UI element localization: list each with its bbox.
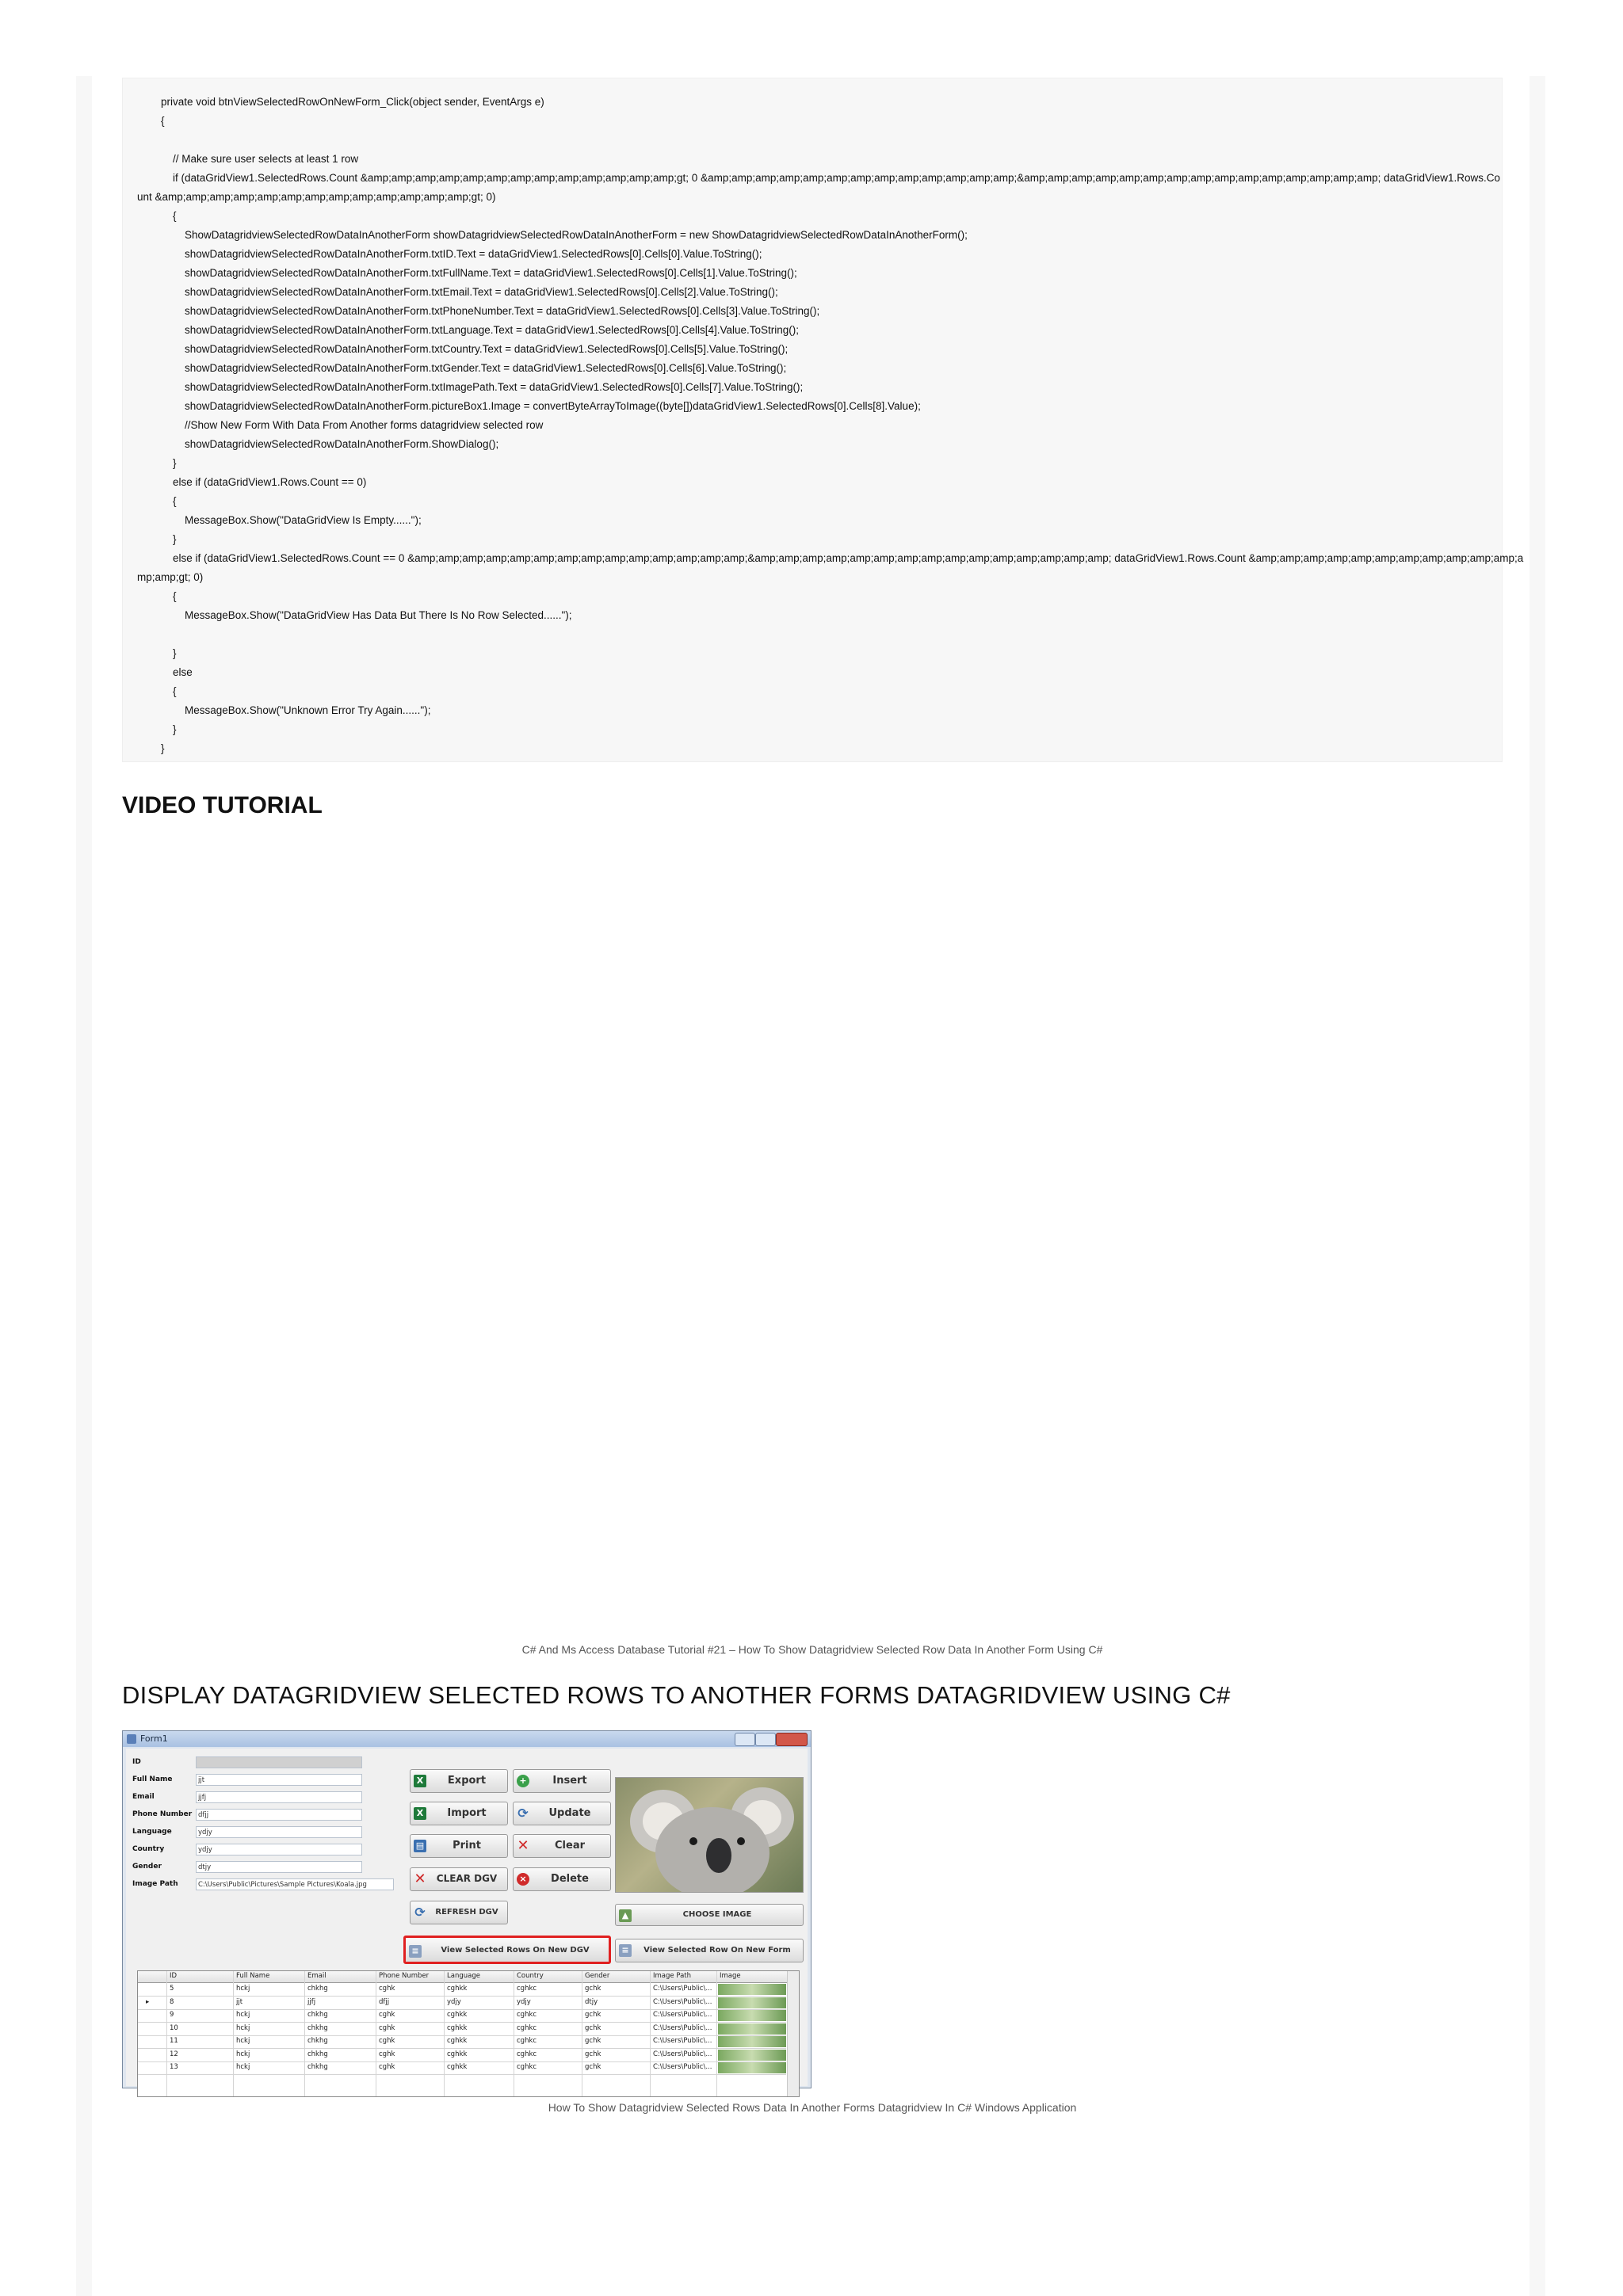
grid-column-header[interactable]: ID: [170, 1972, 178, 1980]
code-line: {: [137, 495, 177, 507]
red-x-icon: ✕: [517, 1837, 529, 1854]
grid-cell[interactable]: C:\Users\Public\...: [653, 2063, 712, 2071]
grid-cell[interactable]: cghk: [379, 2050, 395, 2058]
grid-cell[interactable]: chkhg: [307, 1985, 328, 1993]
video-caption: C# And Ms Access Database Tutorial #21 – How To Show Datagridview Selected Row Data In Another Form Using C#: [521, 1643, 1103, 1656]
code-line: }: [137, 647, 177, 659]
grid-image-thumbnail: [718, 2010, 786, 2021]
insert-button-label: Insert: [552, 1775, 587, 1787]
code-line: MessageBox.Show("Unknown Error Try Again......");: [137, 704, 431, 716]
grid-cell[interactable]: cghkk: [447, 2050, 468, 2058]
list-icon: ≡: [619, 1944, 632, 1957]
minimize-button[interactable]: [735, 1733, 755, 1746]
export-button-label: Export: [447, 1775, 487, 1787]
grid-cell[interactable]: gchk: [585, 2023, 601, 2032]
image-icon: ▲: [619, 1909, 632, 1922]
code-line: }: [137, 742, 165, 754]
code-line: // Make sure user selects at least 1 row: [137, 153, 359, 165]
printer-icon: ▤: [414, 1840, 426, 1852]
refresh-dgv-button-label: REFRESH DGV: [435, 1908, 498, 1917]
code-line: {: [137, 210, 177, 222]
video-tutorial-heading: VIDEO TUTORIAL: [122, 792, 323, 818]
grid-cell[interactable]: cghkc: [517, 2063, 537, 2071]
grid-cell[interactable]: 12: [170, 2050, 178, 2058]
grid-cell[interactable]: cghk: [379, 1985, 395, 1993]
field-input[interactable]: [196, 1756, 362, 1768]
grid-cell[interactable]: ydjy: [447, 1997, 461, 2006]
grid-cell[interactable]: cghkc: [517, 2011, 537, 2019]
grid-cell[interactable]: 11: [170, 2037, 178, 2045]
grid-cell[interactable]: hckj: [236, 2011, 250, 2019]
grid-cell[interactable]: C:\Users\Public\...: [653, 2050, 712, 2058]
delete-button[interactable]: [513, 1867, 611, 1891]
grid-cell[interactable]: 5: [170, 1985, 174, 1993]
choose-image-button-label: CHOOSE IMAGE: [682, 1910, 752, 1919]
form-screenshot: [122, 1730, 812, 2088]
grid-header: [138, 1971, 799, 1983]
form-titlebar: [123, 1731, 811, 1747]
grid-cell[interactable]: gchk: [585, 2037, 601, 2045]
code-line: else: [137, 666, 193, 678]
code-line: unt &amp;amp;amp;amp;amp;amp;amp;amp;amp;amp;amp;amp;amp;gt; 0): [137, 191, 496, 203]
grid-cell[interactable]: dtjy: [585, 1997, 598, 2006]
grid-row[interactable]: [138, 2049, 786, 2062]
app-icon: [127, 1734, 136, 1744]
video-embed-area[interactable]: [122, 832, 1503, 1624]
grid-row[interactable]: [138, 1983, 786, 1997]
grid-image-thumbnail: [718, 1997, 786, 2008]
grid-cell[interactable]: cghkk: [447, 2011, 468, 2019]
grid-cell[interactable]: chkhg: [307, 2037, 328, 2045]
grid-cell[interactable]: gchk: [585, 2050, 601, 2058]
clear-button-label: Clear: [555, 1840, 585, 1852]
code-line: showDatagridviewSelectedRowDataInAnotherForm.txtCountry.Text = dataGridView1.SelectedRows[0].Cells[5].Value.ToString();: [137, 343, 789, 355]
print-button-label: Print: [453, 1840, 481, 1852]
grid-column-header[interactable]: Full Name: [236, 1972, 270, 1980]
code-block: [122, 78, 1524, 762]
code-line: showDatagridviewSelectedRowDataInAnotherForm.txtGender.Text = dataGridView1.SelectedRows[0].Cells[6].Value.ToString();: [137, 362, 787, 374]
code-line: showDatagridviewSelectedRowDataInAnotherForm.txtPhoneNumber.Text = dataGridView1.SelectedRows[0].Cells[3].Value.ToString();: [137, 305, 820, 317]
grid-cell[interactable]: 9: [170, 2011, 174, 2019]
grid-column-header[interactable]: Country: [517, 1972, 544, 1980]
field-input[interactable]: C:\Users\Public\Pictures\Sample Pictures\Koala.jpg: [196, 1878, 394, 1890]
form-panel: [126, 1749, 808, 2086]
grid-cell[interactable]: 10: [170, 2023, 178, 2032]
grid-cell[interactable]: chkhg: [307, 2011, 328, 2019]
grid-cell[interactable]: gchk: [585, 2063, 601, 2071]
code-line: showDatagridviewSelectedRowDataInAnotherForm.txtLanguage.Text = dataGridView1.SelectedRows[0].Cells[4].Value.ToString();: [137, 324, 800, 336]
grid-cell[interactable]: C:\Users\Public\...: [653, 2011, 712, 2019]
grid-image-thumbnail: [718, 2050, 786, 2061]
page-right-gutter: [1529, 76, 1545, 2296]
grid-scrollbar[interactable]: [787, 1971, 799, 2096]
field-label: ID: [132, 1758, 141, 1766]
grid-cell[interactable]: cghkk: [447, 2037, 468, 2045]
grid-cell[interactable]: C:\Users\Public\...: [653, 2037, 712, 2045]
view-selected-row-form-button[interactable]: [615, 1939, 804, 1962]
plus-icon: +: [517, 1775, 529, 1787]
grid-cell[interactable]: hckj: [236, 2037, 250, 2045]
code-line: else if (dataGridView1.Rows.Count == 0): [137, 476, 367, 488]
maximize-button[interactable]: [755, 1733, 776, 1746]
grid-cell[interactable]: 8: [170, 1997, 174, 2006]
grid-cell[interactable]: gchk: [585, 1985, 601, 1993]
code-line: showDatagridviewSelectedRowDataInAnotherForm.txtID.Text = dataGridView1.SelectedRows[0].Cells[0].Value.ToString();: [137, 248, 762, 260]
grid-row[interactable]: [138, 2035, 786, 2049]
code-line: {: [137, 115, 165, 127]
import-button[interactable]: [410, 1802, 508, 1825]
clear-button[interactable]: [513, 1834, 611, 1858]
view-selected-rows-dgv-label: View Selected Rows On New DGV: [441, 1946, 590, 1955]
code-line: {: [137, 685, 177, 697]
grid-row[interactable]: [138, 2009, 786, 2023]
code-line: if (dataGridView1.SelectedRows.Count &amp;amp;amp;amp;amp;amp;amp;amp;amp;amp;amp;amp;amp;gt; 0 &amp;amp;amp;amp;amp;amp;amp;amp;amp;amp;amp;amp;amp;&amp;amp;amp;amp;amp;amp;amp;amp;amp;amp;amp;amp;amp;amp;amp; dataGridView1.Rows.Co: [137, 172, 1500, 184]
grid-row[interactable]: [138, 1997, 786, 2010]
grid-cell[interactable]: gchk: [585, 2011, 601, 2019]
grid-cell[interactable]: cghkc: [517, 2037, 537, 2045]
field-input[interactable]: ydjy: [196, 1844, 362, 1855]
grid-cell[interactable]: cghkc: [517, 1985, 537, 1993]
grid-cell[interactable]: C:\Users\Public\...: [653, 1985, 712, 1993]
koala-picture: [615, 1777, 804, 1893]
delete-button-label: Delete: [551, 1873, 589, 1885]
grid-cell[interactable]: cghk: [379, 2011, 395, 2019]
grid-cell[interactable]: jjt: [236, 1997, 243, 2006]
code-line: private void btnViewSelectedRowOnNewForm_Click(object sender, EventArgs e): [137, 96, 544, 108]
grid-cell[interactable]: cghkc: [517, 2023, 537, 2032]
field-input[interactable]: dtjy: [196, 1861, 362, 1873]
grid-column-header[interactable]: Gender: [585, 1972, 610, 1980]
refresh-icon: ⟳: [517, 1806, 529, 1821]
grid-cell[interactable]: cghk: [379, 2023, 395, 2032]
code-line: showDatagridviewSelectedRowDataInAnotherForm.txtEmail.Text = dataGridView1.SelectedRows[0].Cells[2].Value.ToString();: [137, 286, 778, 298]
grid-cell[interactable]: cghk: [379, 2063, 395, 2071]
excel-icon: X: [414, 1807, 426, 1820]
clear-dgv-button[interactable]: [410, 1867, 508, 1891]
grid-image-thumbnail: [718, 2023, 786, 2035]
grid-column-header[interactable]: Image Path: [653, 1972, 691, 1980]
grid-cell[interactable]: chkhg: [307, 2050, 328, 2058]
grid-column-header[interactable]: Phone Number: [379, 1972, 430, 1980]
grid-cell[interactable]: hckj: [236, 2050, 250, 2058]
section-heading: DISPLAY DATAGRIDVIEW SELECTED ROWS TO ANOTHER FORMS DATAGRIDVIEW USING C#: [122, 1681, 1231, 1709]
grid-column-header[interactable]: Email: [307, 1972, 327, 1980]
grid-cell[interactable]: jjfj: [307, 1997, 316, 2006]
list-icon: ≡: [409, 1945, 422, 1958]
excel-icon: X: [414, 1775, 426, 1787]
code-line: MessageBox.Show("DataGridView Is Empty......");: [137, 514, 422, 526]
field-label: Gender: [132, 1863, 162, 1871]
print-button[interactable]: [410, 1834, 508, 1858]
code-line: }: [137, 457, 177, 469]
grid-cell[interactable]: cghkc: [517, 2050, 537, 2058]
code-line: }: [137, 723, 177, 735]
field-input[interactable]: dfjj: [196, 1809, 362, 1821]
refresh-dgv-button[interactable]: [410, 1901, 508, 1924]
export-button[interactable]: [410, 1769, 508, 1793]
field-input[interactable]: ydjy: [196, 1826, 362, 1838]
choose-image-button[interactable]: [615, 1904, 804, 1926]
code-line: }: [137, 533, 177, 545]
grid-image-thumbnail: [718, 2036, 786, 2047]
grid-cell[interactable]: chkhg: [307, 2023, 328, 2032]
data-grid-view[interactable]: [137, 1970, 800, 2097]
field-label: Language: [132, 1828, 172, 1836]
insert-button[interactable]: [513, 1769, 611, 1793]
field-label: Image Path: [132, 1880, 178, 1888]
code-line: showDatagridviewSelectedRowDataInAnotherForm.pictureBox1.Image = convertByteArrayToImage((byte[])dataGridView1.SelectedRows[0].Cells[8].Value);: [137, 400, 921, 412]
code-line: //Show New Form With Data From Another forms datagridview selected row: [137, 419, 544, 431]
field-label: Full Name: [132, 1775, 173, 1783]
grid-image-thumbnail: [718, 1984, 786, 1995]
grid-cell[interactable]: cghkk: [447, 1985, 468, 1993]
grid-cell[interactable]: cghkk: [447, 2063, 468, 2071]
code-line: showDatagridviewSelectedRowDataInAnotherForm.txtFullName.Text = dataGridView1.SelectedRows[0].Cells[1].Value.ToString();: [137, 267, 797, 279]
grid-cell[interactable]: 13: [170, 2063, 178, 2071]
code-line: showDatagridviewSelectedRowDataInAnotherForm.txtImagePath.Text = dataGridView1.SelectedRows[0].Cells[7].Value.ToString();: [137, 381, 804, 393]
current-row-indicator-icon: ▸: [146, 1997, 150, 2006]
grid-row[interactable]: [138, 2061, 786, 2075]
view-selected-row-form-label: View Selected Row On New Form: [643, 1946, 791, 1955]
grid-column-header[interactable]: Image: [720, 1972, 741, 1980]
grid-cell[interactable]: hckj: [236, 1985, 250, 1993]
code-line: ShowDatagridviewSelectedRowDataInAnotherForm showDatagridviewSelectedRowDataInAnotherForm = new ShowDatagridviewSelectedRowDataInAnotherForm();: [137, 229, 968, 241]
grid-cell[interactable]: cghkk: [447, 2023, 468, 2032]
update-button[interactable]: [513, 1802, 611, 1825]
grid-cell[interactable]: ydjy: [517, 1997, 531, 2006]
field-input[interactable]: jjfj: [196, 1791, 362, 1803]
grid-cell[interactable]: dfjj: [379, 1997, 390, 2006]
import-button-label: Import: [447, 1807, 487, 1819]
form-title: Form1: [140, 1733, 168, 1744]
page-left-gutter: [76, 76, 92, 2296]
view-selected-rows-dgv-button[interactable]: [403, 1936, 611, 1964]
code-line: mp;amp;gt; 0): [137, 571, 204, 583]
grid-cell[interactable]: hckj: [236, 2023, 250, 2032]
grid-cell[interactable]: C:\Users\Public\...: [653, 2023, 712, 2032]
close-button[interactable]: [776, 1733, 808, 1746]
red-x-icon: ✕: [414, 1871, 426, 1887]
delete-icon: ×: [517, 1873, 529, 1886]
field-label: Country: [132, 1845, 165, 1853]
grid-cell[interactable]: hckj: [236, 2063, 250, 2071]
field-label: Email: [132, 1793, 155, 1801]
grid-cell[interactable]: cghk: [379, 2037, 395, 2045]
grid-column-header[interactable]: Language: [447, 1972, 480, 1980]
field-label: Phone Number: [132, 1810, 193, 1818]
code-line: else if (dataGridView1.SelectedRows.Count == 0 &amp;amp;amp;amp;amp;amp;amp;amp;amp;amp;amp;amp;amp;amp;&amp;amp;amp;amp;amp;amp;amp;amp;amp;amp;amp;amp;amp;amp;amp; dataGridView1.Rows.Count &amp;amp;amp;amp;amp;amp;amp;amp;amp;amp;amp;a: [137, 552, 1524, 564]
code-line: {: [137, 590, 177, 602]
grid-row[interactable]: [138, 2023, 786, 2036]
koala-illustration: [616, 1778, 803, 1892]
field-input[interactable]: jjt: [196, 1774, 362, 1786]
code-line: MessageBox.Show("DataGridView Has Data But There Is No Row Selected......");: [137, 609, 572, 621]
clear-dgv-button-label: CLEAR DGV: [436, 1873, 498, 1884]
grid-image-thumbnail: [718, 2062, 786, 2073]
grid-cell[interactable]: C:\Users\Public\...: [653, 1997, 712, 2006]
image-caption: How To Show Datagridview Selected Rows Data In Another Forms Datagridview In C# Windows Application: [548, 2101, 1077, 2114]
update-button-label: Update: [548, 1807, 591, 1819]
code-line: showDatagridviewSelectedRowDataInAnotherForm.ShowDialog();: [137, 438, 499, 450]
refresh-icon: ⟳: [414, 1905, 426, 1920]
grid-cell[interactable]: chkhg: [307, 2063, 328, 2071]
